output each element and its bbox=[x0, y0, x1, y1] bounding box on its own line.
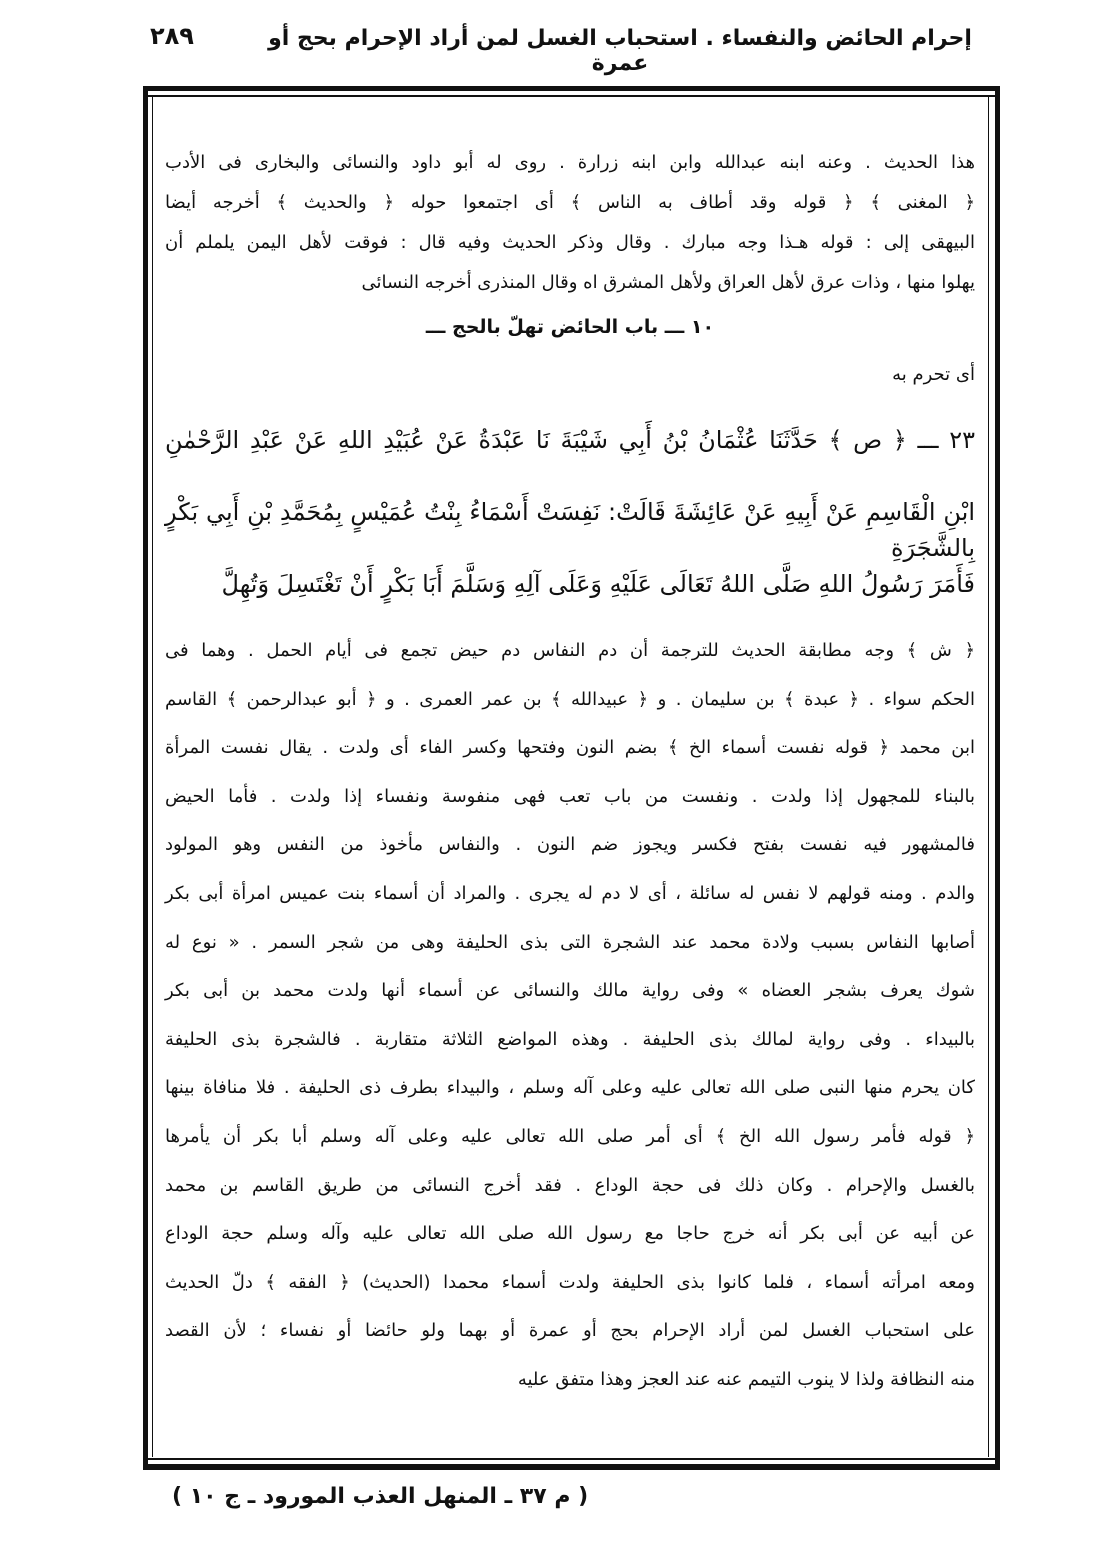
chapter-note: أى تحرم به bbox=[892, 364, 975, 385]
text-column bbox=[165, 150, 975, 1416]
frame-bottom-rule bbox=[143, 1464, 1000, 1470]
commentary-line: والدم . ومنه قولهم لا نفس له سائلة ، أى لا دم له يجرى . والمراد أن أسماء بنت عميس امرأة أبى بكر bbox=[165, 882, 975, 904]
commentary-line: ﴿ قوله فأمر رسول الله الخ ﴾ أى أمر صلى الله تعالى عليه وعلى آله وسلم أبا بكر أن يأمرها bbox=[165, 1125, 975, 1147]
hadith-line: فَأَمَرَ رَسُولُ اللهِ صَلَّى اللهُ تَعَالَى عَلَيْهِ وَعَلَى آلِهِ وَسَلَّمَ أَبَا بَكْرٍ أَنْ تَغْتَسِلَ وَتُهِلَّ bbox=[221, 570, 975, 598]
commentary-line: ومعه امرأته أسماء ، فلما كانوا بذى الحليفة ولدت أسماء محمدا (الحديث) ﴿ الفقه ﴾ دلّ الحديث bbox=[165, 1271, 975, 1293]
commentary-line: الحكم سواء . ﴿ عبدة ﴾ بن سليمان . و ﴿ عبيدالله ﴾ بن عمر العمرى . و ﴿ أبو عبدالرحمن ﴾ القاسم bbox=[165, 688, 975, 710]
hadith-line: ٢٣ ـــ ﴿ ص ﴾ حَدَّثَنَا عُثْمَانُ بْنُ أَبِي شَيْبَةَ نَا عَبْدَةُ عَنْ عُبَيْدِ اللهِ عَنْ عَبْدِ الرَّحْمٰنِ bbox=[165, 426, 975, 454]
commentary-line: بالغسل والإحرام . وكان ذلك فى حجة الوداع . فقد أخرج النسائى من طريق القاسم بن محمد bbox=[165, 1174, 975, 1196]
text-line: ﴿ المغنى ﴾ ﴿ قوله وقد أطاف به الناس ﴾ أى اجتمعوا حوله ﴿ والحديث ﴾ أخرجه أيضا bbox=[165, 192, 975, 213]
text-line: البيهقى إلى : قوله هـذا وجه مبارك . وقال وذكر الحديث وفيه قال : فوقت لأهل اليمن يلملم أن bbox=[165, 232, 975, 253]
running-header: إحرام الحائض والنفساء . استحباب الغسل لمن أراد الإحرام بحج أو عمرة bbox=[268, 26, 972, 76]
frame-top-rule-thin bbox=[143, 95, 1000, 97]
frame-left-border bbox=[143, 86, 148, 1470]
commentary-line: كان يحرم منها النبى صلى الله تعالى عليه وعلى آله وسلم ، والبيداء بطرف ذى الحليفة . فلا منافاة بينها bbox=[165, 1077, 975, 1099]
commentary-line: بالبناء للمجهول إذا ولدت . ونفست من باب تعب فهى منفوسة ونفساء إذا ولدت . فأما الحيض bbox=[165, 785, 975, 807]
frame-right-border-thin bbox=[988, 97, 989, 1457]
commentary-line: عن أبيه عن أبى بكر أنه خرج حاجا مع رسول الله صلى الله تعالى عليه وآله وسلم حجة الوداع bbox=[165, 1223, 975, 1245]
commentary-line: ﴿ ش ﴾ وجه مطابقة الحديث للترجمة أن دم النفاس دم حيض تجمع فى أيام الحمل . وهما فى bbox=[165, 640, 975, 661]
commentary-block bbox=[165, 638, 975, 1416]
text-line: يهلوا منها ، وذات عرق لأهل العراق ولأهل المشرق اه وقال المنذرى أخرجه النسائى bbox=[361, 272, 975, 293]
footer-signature: ( م ٣٧ ـ المنهل العذب المورود ـ ج ١٠ ) bbox=[172, 1484, 589, 1509]
frame-bottom-rule-thin bbox=[143, 1458, 1000, 1460]
frame-right-border bbox=[995, 86, 1000, 1470]
chapter-heading: ١٠ ـــ باب الحائض تهلّ بالحج ـــ bbox=[425, 316, 715, 338]
commentary-line: على استحباب الغسل لمن أراد الإحرام بحج أو عمرة أو بهما ولو حائضا أو نفساء ؛ لأن القصد bbox=[165, 1320, 975, 1342]
intro-block bbox=[165, 150, 975, 310]
page-number: ٢٨٩ bbox=[150, 22, 194, 50]
commentary-line: أصابها النفاس بسبب ولادة محمد عند الشجرة التى بذى الحليفة وهى من شجر السمر . « نوع له bbox=[165, 931, 975, 953]
commentary-line: فالمشهور فيه نفست بفتح فكسر ويجوز ضم النون . والنفاس مأخوذ من النفس وهو المولود bbox=[165, 834, 975, 856]
commentary-line: بالبيداء . وفى رواية لمالك بذى الحليفة . وهذه المواضع الثلاثة متقاربة . فالشجرة بذى الحليفة bbox=[165, 1028, 975, 1050]
commentary-line: شوك يعرف بشجر العضاه » وفى رواية مالك والنسائى عن أسماء أنها ولدت محمد بن أبى بكر bbox=[165, 980, 975, 1002]
commentary-line: ابن محمد ﴿ قوله نفست أسماء الخ ﴾ بضم النون وفتحها وكسر الفاء أى ولدت . يقال نفست المرأة bbox=[165, 737, 975, 759]
hadith-line: ابْنِ الْقَاسِمِ عَنْ أَبِيهِ عَنْ عَائِشَةَ قَالَتْ: نَفِسَتْ أَسْمَاءُ بِنْتُ عُمَيْسٍ بِمُحَمَّدِ بْنِ أَبِي بَكْرٍ بِالشَّجَرَةِ bbox=[165, 498, 975, 562]
frame-left-border-thin bbox=[152, 97, 153, 1457]
commentary-line: منه النظافة ولذا لا ينوب التيمم عنه عند العجز وهذا متفق عليه bbox=[517, 1368, 975, 1390]
text-line: هذا الحديث . وعنه ابنه عبدالله وابن ابنه زرارة . روى له أبو داود والنسائى والبخارى فى الأدب bbox=[165, 152, 975, 173]
frame-top-rule bbox=[143, 86, 1000, 91]
